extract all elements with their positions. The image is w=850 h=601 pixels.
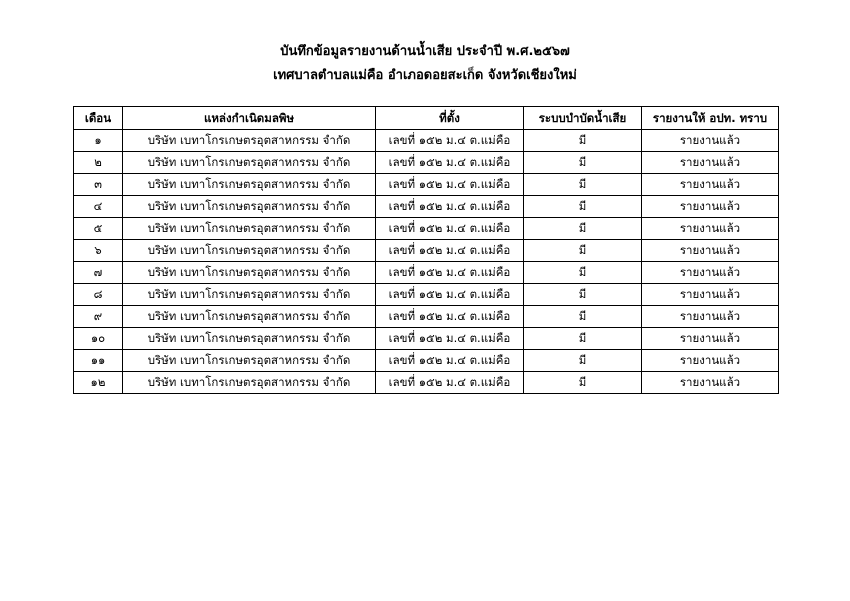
treatment-system-cell: มี (524, 152, 642, 174)
source-cell: บริษัท เบทาโกรเกษตรอุตสาหกรรม จำกัด (123, 284, 376, 306)
report-status-cell: รายงานแล้ว (642, 306, 779, 328)
header-source: แหล่งกำเนิดมลพิษ (123, 107, 376, 130)
document-title: บันทึกข้อมูลรายงานด้านน้ำเสีย ประจำปี พ.ศ.๒๕๖๗ (280, 44, 570, 59)
treatment-system-cell: มี (524, 196, 642, 218)
source-cell: บริษัท เบทาโกรเกษตรอุตสาหกรรม จำกัด (123, 306, 376, 328)
header-treatment-system: ระบบบำบัดน้ำเสีย (524, 107, 642, 130)
location-cell: เลขที่ ๑๕๒ ม.๔ ต.แม่คือ (376, 350, 524, 372)
location-cell: เลขที่ ๑๕๒ ม.๔ ต.แม่คือ (376, 372, 524, 394)
treatment-system-cell: มี (524, 284, 642, 306)
month-cell: ๙ (74, 306, 123, 328)
location-cell: เลขที่ ๑๕๒ ม.๔ ต.แม่คือ (376, 306, 524, 328)
table-row (74, 328, 779, 350)
month-cell: ๔ (74, 196, 123, 218)
month-cell: ๑๒ (74, 372, 123, 394)
source-cell: บริษัท เบทาโกรเกษตรอุตสาหกรรม จำกัด (123, 218, 376, 240)
month-cell: ๘ (74, 284, 123, 306)
source-cell: บริษัท เบทาโกรเกษตรอุตสาหกรรม จำกัด (123, 372, 376, 394)
month-cell: ๑๐ (74, 328, 123, 350)
report-status-cell: รายงานแล้ว (642, 262, 779, 284)
month-cell: ๒ (74, 152, 123, 174)
table-row (74, 262, 779, 284)
location-cell: เลขที่ ๑๕๒ ม.๔ ต.แม่คือ (376, 218, 524, 240)
table-row (74, 372, 779, 394)
location-cell: เลขที่ ๑๕๒ ม.๔ ต.แม่คือ (376, 152, 524, 174)
report-status-cell: รายงานแล้ว (642, 284, 779, 306)
location-cell: เลขที่ ๑๕๒ ม.๔ ต.แม่คือ (376, 130, 524, 152)
treatment-system-cell: มี (524, 174, 642, 196)
month-cell: ๗ (74, 262, 123, 284)
treatment-system-cell: มี (524, 130, 642, 152)
report-status-cell: รายงานแล้ว (642, 130, 779, 152)
source-cell: บริษัท เบทาโกรเกษตรอุตสาหกรรม จำกัด (123, 350, 376, 372)
table-header-row (74, 107, 779, 130)
treatment-system-cell: มี (524, 350, 642, 372)
wastewater-report-table (73, 106, 779, 394)
header-report-status: รายงานให้ อปท. ทราบ (642, 107, 779, 130)
location-cell: เลขที่ ๑๕๒ ม.๔ ต.แม่คือ (376, 284, 524, 306)
treatment-system-cell: มี (524, 328, 642, 350)
location-cell: เลขที่ ๑๕๒ ม.๔ ต.แม่คือ (376, 174, 524, 196)
source-cell: บริษัท เบทาโกรเกษตรอุตสาหกรรม จำกัด (123, 196, 376, 218)
table-row (74, 130, 779, 152)
source-cell: บริษัท เบทาโกรเกษตรอุตสาหกรรม จำกัด (123, 130, 376, 152)
location-cell: เลขที่ ๑๕๒ ม.๔ ต.แม่คือ (376, 240, 524, 262)
table-row (74, 196, 779, 218)
treatment-system-cell: มี (524, 218, 642, 240)
header-location: ที่ตั้ง (376, 107, 524, 130)
month-cell: ๑ (74, 130, 123, 152)
header-month: เดือน (74, 107, 123, 130)
source-cell: บริษัท เบทาโกรเกษตรอุตสาหกรรม จำกัด (123, 240, 376, 262)
report-status-cell: รายงานแล้ว (642, 218, 779, 240)
treatment-system-cell: มี (524, 372, 642, 394)
treatment-system-cell: มี (524, 262, 642, 284)
report-status-cell: รายงานแล้ว (642, 328, 779, 350)
table-row (74, 240, 779, 262)
source-cell: บริษัท เบทาโกรเกษตรอุตสาหกรรม จำกัด (123, 262, 376, 284)
report-status-cell: รายงานแล้ว (642, 174, 779, 196)
table-row (74, 284, 779, 306)
document-header (0, 40, 850, 88)
report-status-cell: รายงานแล้ว (642, 350, 779, 372)
table-row (74, 350, 779, 372)
month-cell: ๖ (74, 240, 123, 262)
report-status-cell: รายงานแล้ว (642, 372, 779, 394)
month-cell: ๑๑ (74, 350, 123, 372)
table-row (74, 218, 779, 240)
report-status-cell: รายงานแล้ว (642, 152, 779, 174)
source-cell: บริษัท เบทาโกรเกษตรอุตสาหกรรม จำกัด (123, 328, 376, 350)
table-row (74, 306, 779, 328)
table-row (74, 174, 779, 196)
location-cell: เลขที่ ๑๕๒ ม.๔ ต.แม่คือ (376, 196, 524, 218)
location-cell: เลขที่ ๑๕๒ ม.๔ ต.แม่คือ (376, 262, 524, 284)
month-cell: ๓ (74, 174, 123, 196)
treatment-system-cell: มี (524, 306, 642, 328)
report-status-cell: รายงานแล้ว (642, 196, 779, 218)
source-cell: บริษัท เบทาโกรเกษตรอุตสาหกรรม จำกัด (123, 152, 376, 174)
report-status-cell: รายงานแล้ว (642, 240, 779, 262)
month-cell: ๕ (74, 218, 123, 240)
table-row (74, 152, 779, 174)
treatment-system-cell: มี (524, 240, 642, 262)
table-body (74, 130, 779, 394)
source-cell: บริษัท เบทาโกรเกษตรอุตสาหกรรม จำกัด (123, 174, 376, 196)
document-subtitle: เทศบาลตำบลแม่คือ อำเภอดอยสะเก็ด จังหวัดเชียงใหม่ (273, 68, 577, 83)
location-cell: เลขที่ ๑๕๒ ม.๔ ต.แม่คือ (376, 328, 524, 350)
